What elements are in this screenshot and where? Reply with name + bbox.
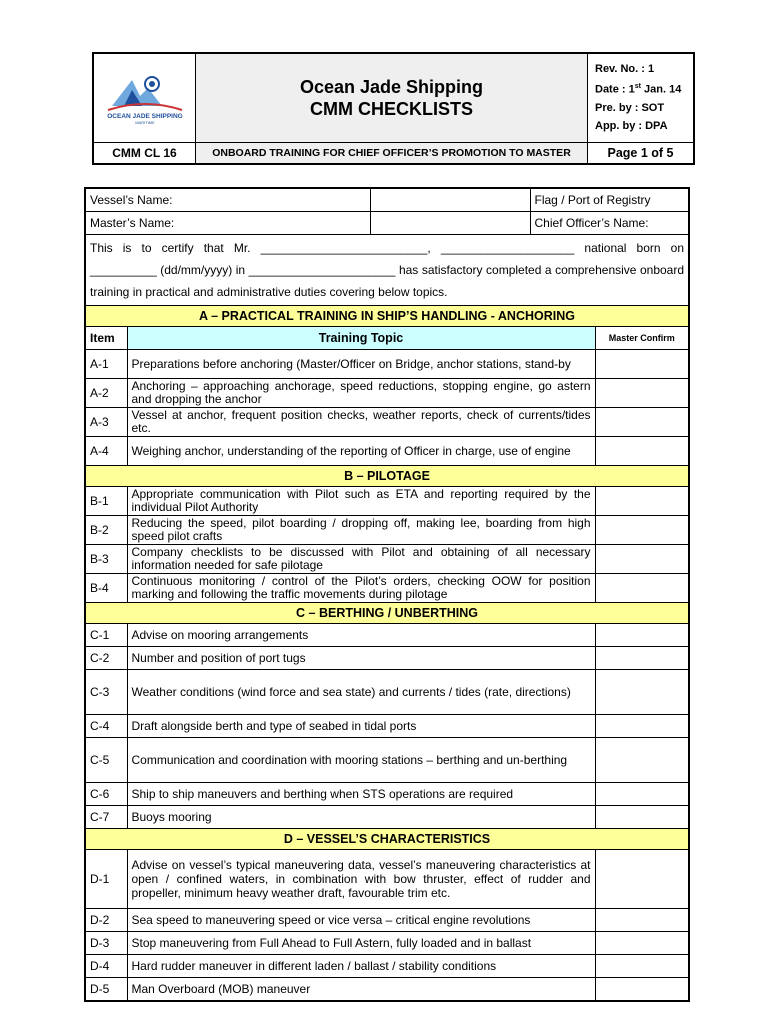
item-id: B-4 [85,574,127,603]
master-confirm-cell[interactable] [595,738,689,783]
item-id: C-7 [85,806,127,829]
company-logo [93,53,196,143]
item-id: D-2 [85,909,127,932]
rev-date: Date : 1st Jan. 14 [595,83,682,96]
item-id: B-2 [85,516,127,545]
training-topic: Appropriate communication with Pilot such as ETA and reporting required by the individual Pilot Authority [127,487,595,516]
training-topic: Continuous monitoring / control of the Pilot’s orders, checking OOW for position marking and following the traffic movements during pilotage [127,574,595,603]
checklist-table [84,187,690,1002]
item-id: A-2 [85,379,127,408]
svg-text:OCEAN JADE SHIPPING: OCEAN JADE SHIPPING [106,112,183,120]
table-row [85,978,689,1002]
item-id: C-4 [85,715,127,738]
master-confirm-cell[interactable] [595,350,689,379]
doc-title: CMM CHECKLISTS [310,99,473,119]
table-row [85,437,689,466]
training-topic: Number and position of port tugs [127,647,595,670]
logo-emblem-icon [102,66,188,126]
training-topic: Sea speed to maneuvering speed or vice versa – critical engine revolutions [127,909,595,932]
item-column-header: Item [85,327,127,350]
training-topic: Hard rudder maneuver in different laden / ballast / stability conditions [127,955,595,978]
master-confirm-cell[interactable] [595,806,689,829]
training-topic: Draft alongside berth and type of seabed in tidal ports [127,715,595,738]
item-id: A-4 [85,437,127,466]
rev-no: Rev. No. : 1 [595,63,655,75]
master-confirm-cell[interactable] [595,647,689,670]
training-topic: Anchoring – approaching anchorage, speed reductions, stopping engine, go astern and dropping the anchor [127,379,595,408]
item-id: D-5 [85,978,127,1002]
table-row [85,738,689,783]
master-confirm-cell[interactable] [595,379,689,408]
topic-column-header: Training Topic [127,327,595,350]
training-topic: Company checklists to be discussed with Pilot and obtaining of all necessary information needed for safe pilotage [127,545,595,574]
item-id: C-1 [85,624,127,647]
table-row [85,955,689,978]
vessel-name-field[interactable] [370,188,530,212]
vessel-name-label: Vessel’s Name: [85,188,370,212]
master-confirm-cell[interactable] [595,715,689,738]
training-topic: Ship to ship maneuvers and berthing when STS operations are required [127,783,595,806]
master-confirm-cell[interactable] [595,783,689,806]
master-confirm-cell[interactable] [595,487,689,516]
training-topic: Stop maneuvering from Full Ahead to Full Astern, fully loaded and in ballast [127,932,595,955]
table-row [85,516,689,545]
master-confirm-cell[interactable] [595,545,689,574]
training-topic: Advise on vessel’s typical maneuvering data, vessel’s maneuvering characteristics at open / confined waters, in combination with bow thruster, effect of rudder and propeller, minimum heavy weather draft, favourable trim etc. [127,850,595,909]
training-topic: Weighing anchor, understanding of the reporting of Officer in charge, use of engine [127,437,595,466]
master-name-label: Master’s Name: [85,212,370,235]
section-c-title: C – BERTHING / UNBERTHING [85,603,689,624]
master-confirm-cell[interactable] [595,437,689,466]
training-topic: Buoys mooring [127,806,595,829]
document-header [92,52,695,165]
table-row [85,850,689,909]
revision-block [588,53,695,143]
training-topic: Advise on mooring arrangements [127,624,595,647]
item-id: C-6 [85,783,127,806]
document-title-block [196,53,588,143]
page-number: Page 1 of 5 [588,143,695,165]
section-d-title: D – VESSEL’S CHARACTERISTICS [85,829,689,850]
certification-statement: This is to certify that Mr. _________________________, ____________________ national born on __________ (dd/mm/yyyy) in ______________________ has satisfactory completed a comprehensive onboard training in practical and administrative duties covering below topics. [85,235,689,306]
table-row [85,783,689,806]
doc-subtitle: ONBOARD TRAINING FOR CHIEF OFFICER’S PROMOTION TO MASTER [196,143,588,165]
confirm-column-header: Master Confirm [595,327,689,350]
table-row [85,487,689,516]
table-row [85,624,689,647]
master-name-field[interactable] [370,212,530,235]
item-id: D-3 [85,932,127,955]
master-confirm-cell[interactable] [595,624,689,647]
item-id: C-3 [85,670,127,715]
item-id: C-2 [85,647,127,670]
master-confirm-cell[interactable] [595,909,689,932]
table-row [85,350,689,379]
chief-officer-label: Chief Officer’s Name: [530,212,689,235]
master-confirm-cell[interactable] [595,516,689,545]
master-confirm-cell[interactable] [595,978,689,1002]
item-id: C-5 [85,738,127,783]
table-row [85,715,689,738]
doc-code: CMM CL 16 [93,143,196,165]
table-row [85,806,689,829]
table-row [85,408,689,437]
training-topic: Reducing the speed, pilot boarding / dropping off, making lee, boarding from high speed pilot crafts [127,516,595,545]
item-id: A-1 [85,350,127,379]
table-row [85,670,689,715]
training-topic: Weather conditions (wind force and sea state) and currents / tides (rate, directions) [127,670,595,715]
flag-label: Flag / Port of Registry [530,188,689,212]
master-confirm-cell[interactable] [595,850,689,909]
item-id: B-1 [85,487,127,516]
svg-text:MARITIME: MARITIME [134,119,155,125]
approved-by: App. by : DPA [595,119,668,132]
item-id: D-1 [85,850,127,909]
item-id: A-3 [85,408,127,437]
training-topic: Preparations before anchoring (Master/Officer on Bridge, anchor stations, stand-by [127,350,595,379]
training-topic: Vessel at anchor, frequent position checks, weather reports, check of currents/tides etc. [127,408,595,437]
prepared-by: Pre. by : SOT [595,101,665,114]
section-a-title: A – PRACTICAL TRAINING IN SHIP’S HANDLING - ANCHORING [85,306,689,327]
section-b-title: B – PILOTAGE [85,466,689,487]
master-confirm-cell[interactable] [595,932,689,955]
company-name: Ocean Jade Shipping [299,77,484,97]
table-row [85,932,689,955]
training-topic: Communication and coordination with mooring stations – berthing and un-berthing [127,738,595,783]
table-row [85,574,689,603]
master-confirm-cell[interactable] [595,670,689,715]
master-confirm-cell[interactable] [595,955,689,978]
table-row [85,379,689,408]
master-confirm-cell[interactable] [595,574,689,603]
table-row [85,909,689,932]
item-id: D-4 [85,955,127,978]
item-id: B-3 [85,545,127,574]
training-topic: Man Overboard (MOB) maneuver [127,978,595,1002]
table-row [85,647,689,670]
master-confirm-cell[interactable] [595,408,689,437]
table-row [85,545,689,574]
